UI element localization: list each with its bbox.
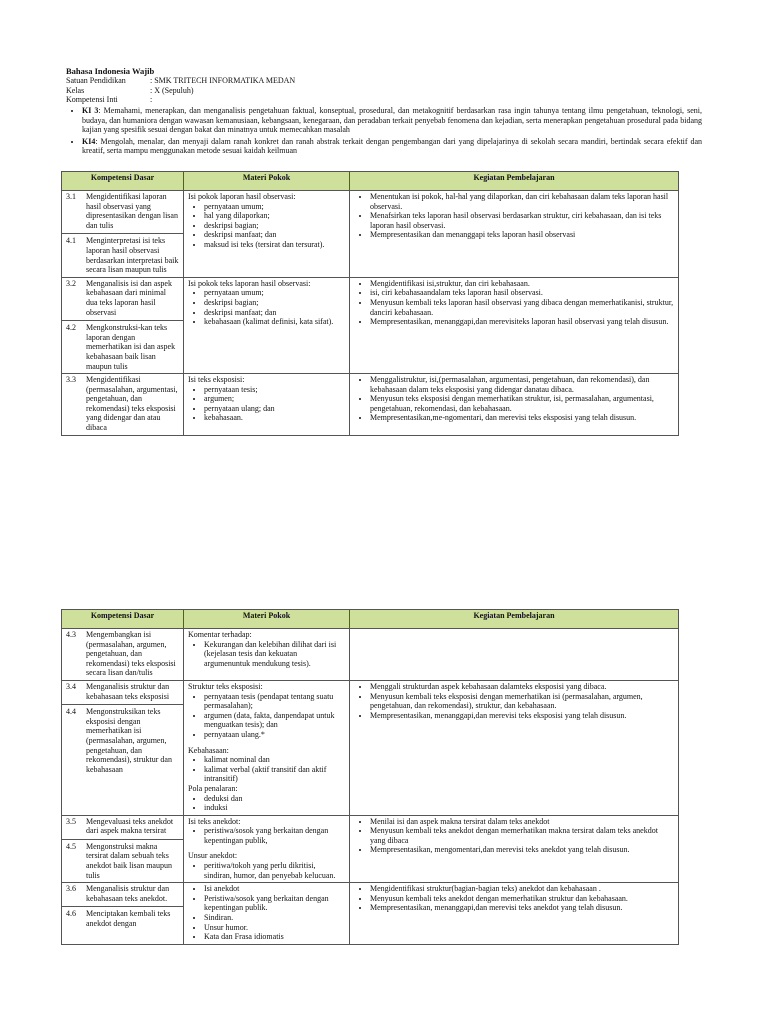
- materi-pokok-cell: [184, 815, 350, 883]
- materi-item: • Sindiran.: [204, 913, 345, 923]
- kd-number: 3.6: [66, 884, 76, 894]
- materi-item: • deskripsi manfaat; dan: [204, 230, 345, 240]
- table-row: [62, 680, 679, 815]
- kegiatan-cell: [350, 883, 679, 945]
- bullet-list: [188, 755, 345, 784]
- kegiatan-item: • Menggalistruktur, isi,(permasalahan, argumentasi, pengetahuan, dan rekomendasi), dan kebahasaan dalam teks eksposisi yang didengar danatau dibaca.: [370, 375, 674, 394]
- kegiatan-cell: [350, 629, 679, 681]
- kd-text: Menganalisis struktur dan kebahasaan teks eksposisi: [86, 681, 170, 701]
- bullet-list: [188, 288, 345, 326]
- materi-item: • pernyataan umum;: [204, 288, 345, 298]
- ki-text: : Memahami, menerapkan, dan menganalisis pengetahuan faktual, konseptual, prosedural, dan metakognitif berdasarkan rasa ingin tahunya tentang ilmu pengetahuan, teknologi, seni, budaya, dan humaniora dengan wawasan kemanusiaan, kebangsaan, kenegaraan, dan peradaban terkait penyebab fenomena dan kejadian, serta menerapkan pengetahuan prosedural pada bidang kajian yang spesifik sesuai dengan bakat dan minatnya untuk memecahkan masalah: [82, 105, 702, 135]
- kegiatan-cell: [350, 277, 679, 373]
- materi-pokok-cell: [184, 374, 350, 436]
- column-header: Kompetensi Dasar: [62, 610, 184, 629]
- materi-heading: Kebahasaan:: [188, 745, 229, 755]
- table-header-row: [62, 172, 679, 191]
- kd-number: 4.5: [66, 841, 76, 851]
- kegiatan-item: • Mempresentasikan, menanggapi,dan merevisi teks eksposisi yang telah disusun.: [370, 711, 674, 721]
- ki-code: KI 3: [82, 105, 99, 115]
- bullet-list: [188, 385, 345, 423]
- column-header: Kegiatan Pembelajaran: [350, 610, 679, 629]
- kegiatan-item: • Menyusun kembali teks laporan hasil observasi yang dibaca dengan memerhatikanisi, struktur, danciri kebahasaan.: [370, 298, 674, 317]
- meta-row: [66, 95, 702, 105]
- kegiatan-item: • Mempresentasikan, mengomentari,dan merevisi teks anekdot yang telah disusun.: [370, 845, 674, 855]
- materi-item: • argumen;: [204, 394, 345, 404]
- materi-heading: Isi pokok laporan hasil observasi:: [188, 192, 296, 201]
- kd-number: 4.2: [66, 323, 76, 333]
- kegiatan-cell: [350, 815, 679, 883]
- materi-item: • kebahasaan (kalimat definisi, kata sifat).: [204, 317, 345, 327]
- materi-item: • deskripsi bagian;: [204, 298, 345, 308]
- kegiatan-item: • Menyusun kembali teks eksposisi dengan memerhatikan isi (permasalahan, argumen, pengetahuan, dan rekomendasi), struktur, dan kebahasaan.: [370, 692, 674, 711]
- kegiatan-item: • Menyusun teks eksposisi dengan memerhatikan struktur, isi, permasalahan, argumentasi, pengetahuan, rekomendasi, dan kebahasaan.: [370, 394, 674, 413]
- kegiatan-cell: [350, 680, 679, 815]
- bullet-list: [188, 826, 345, 845]
- kd-number: 4.4: [66, 707, 76, 717]
- document-title: Bahasa Indonesia Wajib: [66, 66, 155, 76]
- kd-text: Mengkonstruksi-kan teks laporan dengan memerhatikan isi dan aspek kebahasaan baik lisan maupun tulis: [86, 323, 176, 371]
- bullet-list: [188, 884, 345, 942]
- bullet-list: [354, 279, 674, 327]
- kd-entry: [66, 682, 179, 701]
- column-header: Kompetensi Dasar: [62, 172, 184, 191]
- kd-number: 3.3: [66, 375, 76, 385]
- materi-item: • deduksi dan: [204, 794, 345, 804]
- kegiatan-item: • Mempresentasikan,me-ngomentari, dan merevisi teks eksposisi yang telah disusun.: [370, 413, 674, 423]
- bullet-list: [188, 861, 345, 880]
- materi-item: • maksud isi teks (tersirat dan tersurat).: [204, 240, 345, 250]
- kegiatan-cell: [350, 191, 679, 278]
- materi-pokok-cell: [184, 680, 350, 815]
- document-header: [66, 66, 702, 158]
- kd-entry: [66, 817, 179, 836]
- materi-item: • deskripsi bagian;: [204, 221, 345, 231]
- kd-text: Menginterpretasi isi teks laporan hasil observasi berdasarkan interpretasi baik secara lisan maupun tulis: [86, 236, 179, 275]
- kd-entry: [62, 906, 183, 928]
- kd-number: 3.5: [66, 816, 76, 826]
- meta-label: Kelas: [66, 85, 85, 95]
- materi-item: • pernyataan tesis (pendapat tentang suatu permasalahan);: [204, 692, 345, 711]
- materi-item: • induksi: [204, 803, 345, 813]
- bullet-list: [188, 202, 345, 250]
- kd-entry: [62, 320, 183, 371]
- kegiatan-item: • Menentukan isi pokok, hal-hal yang dilaporkan, dan ciri kebahasaan dalam teks laporan hasil observasi.: [370, 192, 674, 211]
- ki-item: [82, 137, 702, 156]
- kd-number: 3.4: [66, 681, 76, 691]
- table-row: [62, 815, 679, 883]
- kegiatan-item: • Menilai isi dan aspek makna tersirat dalam teks anekdot: [370, 817, 674, 827]
- kegiatan-item: • Mengidentifikasi isi,struktur, dan ciri kebahasaan.: [370, 279, 674, 289]
- materi-item: • argumen (data, fakta, danpendapat untuk menguatkan tesis); dan: [204, 711, 345, 730]
- kompetensi-dasar-cell: [62, 374, 184, 436]
- kegiatan-item: • Mempresentasikan, menanggapi,dan merevisi teks anekdot yang telah disusun.: [370, 903, 674, 913]
- materi-item: • hal yang dilaporkan;: [204, 211, 345, 221]
- kd-text: Mengonstruksikan teks eksposisi dengan memerhatikan isi (permasalahan, argumen, pengetahuan, dan rekomendasi), struktur dan kebahasaan: [86, 707, 172, 774]
- table-row: [62, 883, 679, 945]
- kd-entry: [66, 884, 179, 903]
- ki-code: KI4: [82, 136, 96, 146]
- table-row: [62, 191, 679, 278]
- materi-heading: Struktur teks eksposisi:: [188, 681, 263, 691]
- table-body: [62, 191, 679, 436]
- kegiatan-cell: [350, 374, 679, 436]
- materi-item: • Kata dan Frasa idiomatis: [204, 932, 345, 942]
- kd-text: Mengidentifikasi laporan hasil observasi yang dipresentasikan dengan lisan dan tulis: [86, 192, 178, 230]
- materi-item: • pernyataan ulang.*: [204, 730, 345, 740]
- kompetensi-dasar-cell: [62, 815, 184, 883]
- meta-value: : SMK TRITECH INFORMATIKA MEDAN: [150, 76, 296, 86]
- materi-heading: Isi teks anekdot:: [188, 816, 241, 826]
- kegiatan-item: • Menyusun kembali teks anekdot dengan memerhatikan makna tersirat dalam teks anekdot yang dibaca: [370, 826, 674, 845]
- materi-item: • pernyataan ulang; dan: [204, 404, 345, 414]
- kompetensi-dasar-cell: [62, 629, 184, 681]
- kegiatan-item: • Menggali strukturdan aspek kebahasaan dalamteks eksposisi yang dibaca.: [370, 682, 674, 692]
- bullet-list: [354, 375, 674, 423]
- kd-text: Mengonstruksi makna tersirat dalam sebuah teks anekdot baik lisan maupun tulis: [86, 841, 172, 880]
- kd-number: 4.3: [66, 630, 76, 639]
- bullet-list: [188, 794, 345, 813]
- materi-item: • Unsur humor.: [204, 923, 345, 933]
- materi-item: • peristiwa/sosok yang berkaitan dengan kepentingan publik,: [204, 826, 345, 845]
- table-row: [62, 277, 679, 373]
- materi-item: • kebahasaan.: [204, 413, 345, 423]
- kd-text: Mengembangkan isi (permasalahan, argumen, pengetahuan, dan rekomendasi) teks eksposisi secara lisan dan/tulis: [86, 630, 176, 678]
- bullet-list: [354, 884, 674, 913]
- materi-heading: Pola penalaran:: [188, 783, 238, 793]
- kd-entry: [66, 279, 179, 317]
- kegiatan-item: • Mengidentifikasi struktur(bagian-bagian teks) anekdot dan kebahasaan .: [370, 884, 674, 894]
- bullet-list: [354, 192, 674, 240]
- materi-item: • Isi anekdot: [204, 884, 345, 894]
- meta-value: :: [150, 95, 153, 105]
- kd-entry: [62, 704, 183, 774]
- materi-item: • Peristiwa/sosok yang berkaitan dengan kepentingan publik.: [204, 894, 345, 913]
- materi-pokok-cell: [184, 629, 350, 681]
- kd-text: Menganalisis struktur dan kebahasaan teks anekdot.: [86, 884, 170, 903]
- column-header: Materi Pokok: [184, 610, 350, 629]
- competency-table-2: [61, 609, 679, 945]
- table-row: [62, 374, 679, 436]
- kd-number: 3.1: [66, 192, 76, 201]
- meta-row: [66, 86, 702, 96]
- kd-number: 4.1: [66, 236, 76, 246]
- kd-entry: [66, 375, 179, 433]
- materi-heading: Isi pokok teks laporan hasil observasi:: [188, 278, 311, 288]
- bullet-list: [354, 682, 674, 720]
- materi-pokok-cell: [184, 191, 350, 278]
- kegiatan-item: • isi, ciri kebahasaandalam teks laporan hasil observasi.: [370, 288, 674, 298]
- kd-entry: [62, 233, 183, 274]
- bullet-list: [188, 692, 345, 740]
- meta-row: [66, 76, 702, 86]
- column-header: Materi Pokok: [184, 172, 350, 191]
- materi-pokok-cell: [184, 883, 350, 945]
- kegiatan-item: • Menyusun kembali teks anekdot dengan memerhatikan struktur dan kebahasaan.: [370, 894, 674, 904]
- materi-item: • deskripsi manfaat; dan: [204, 308, 345, 318]
- materi-item: • kalimat verbal (aktif transitif dan aktif intransitif): [204, 765, 345, 784]
- kd-text: Mengevaluasi teks anekdot dari aspek makna tersirat: [86, 816, 174, 836]
- table-row: [62, 629, 679, 681]
- ki-list: [66, 106, 702, 156]
- materi-heading: Unsur anekdot:: [188, 851, 238, 861]
- kd-text: Menciptakan kembali teks anekdot dengan: [86, 909, 171, 929]
- competency-table-1: [61, 171, 679, 436]
- table-header-row: [62, 610, 679, 629]
- kd-text: Menganalisis isi dan aspek kebahasaan dari minimal dua teks laporan hasil observasi: [86, 278, 172, 317]
- ki-text: : Mengolah, menalar, dan menyaji dalam ranah konkret dan ranah abstrak terkait dengan pengembangan dari yang dipelajarinya di sekolah secara mandiri, bertindak secara efektif dan kreatif, serta mampu menggunakan metode sesuai kaidah keilmuan: [82, 136, 702, 156]
- kd-entry: [62, 839, 183, 880]
- kegiatan-item: • Mempresentasikan, menanggapi,dan merevisiteks laporan hasil observasi yang telah disusun.: [370, 317, 674, 327]
- materi-item: • pernyataan tesis;: [204, 385, 345, 395]
- materi-item: • kalimat nominal dan: [204, 755, 345, 765]
- kompetensi-dasar-cell: [62, 883, 184, 945]
- materi-heading: Isi teks eksposisi:: [188, 375, 245, 385]
- materi-item: • Kekurangan dan kelebihan dilihat dari isi (kejelasan tesis dan kekuatan argumenuntuk mendukung tesis).: [204, 640, 345, 669]
- materi-item: • peritiwa/tokoh yang perlu dikritisi, sindiran, humor, dan penyebab kelucuan.: [204, 861, 345, 880]
- kd-number: 3.2: [66, 278, 76, 288]
- bullet-list: [188, 640, 345, 669]
- kd-entry: [66, 630, 179, 678]
- materi-pokok-cell: [184, 277, 350, 373]
- kd-text: Mengidentifikasi (permasalahan, argumentasi, pengetahuan, dan rekomendasi) teks eksposisi yang didengar dan atau dibaca: [86, 375, 178, 433]
- kd-entry: [66, 192, 179, 230]
- kompetensi-dasar-cell: [62, 680, 184, 815]
- column-header: Kegiatan Pembelajaran: [350, 172, 679, 191]
- meta-label: Kompetensi Inti: [66, 95, 118, 105]
- materi-heading: Komentar terhadap:: [188, 630, 252, 639]
- kegiatan-item: • Mempresentasikan dan menanggapi teks laporan hasil observasi: [370, 230, 674, 240]
- kegiatan-item: • Menafsirkan teks laporan hasil observasi berdasarkan struktur, ciri kebahasaan, dan isi teks laporan hasil observasi.: [370, 211, 674, 230]
- table-body: [62, 629, 679, 945]
- kd-number: 4.6: [66, 909, 76, 919]
- kompetensi-dasar-cell: [62, 191, 184, 278]
- bullet-list: [354, 817, 674, 855]
- meta-value: : X (Sepuluh): [150, 85, 194, 95]
- kompetensi-dasar-cell: [62, 277, 184, 373]
- materi-item: • pernyataan umum;: [204, 202, 345, 212]
- ki-item: [82, 106, 702, 135]
- meta-label: Satuan Pendidikan: [66, 76, 126, 86]
